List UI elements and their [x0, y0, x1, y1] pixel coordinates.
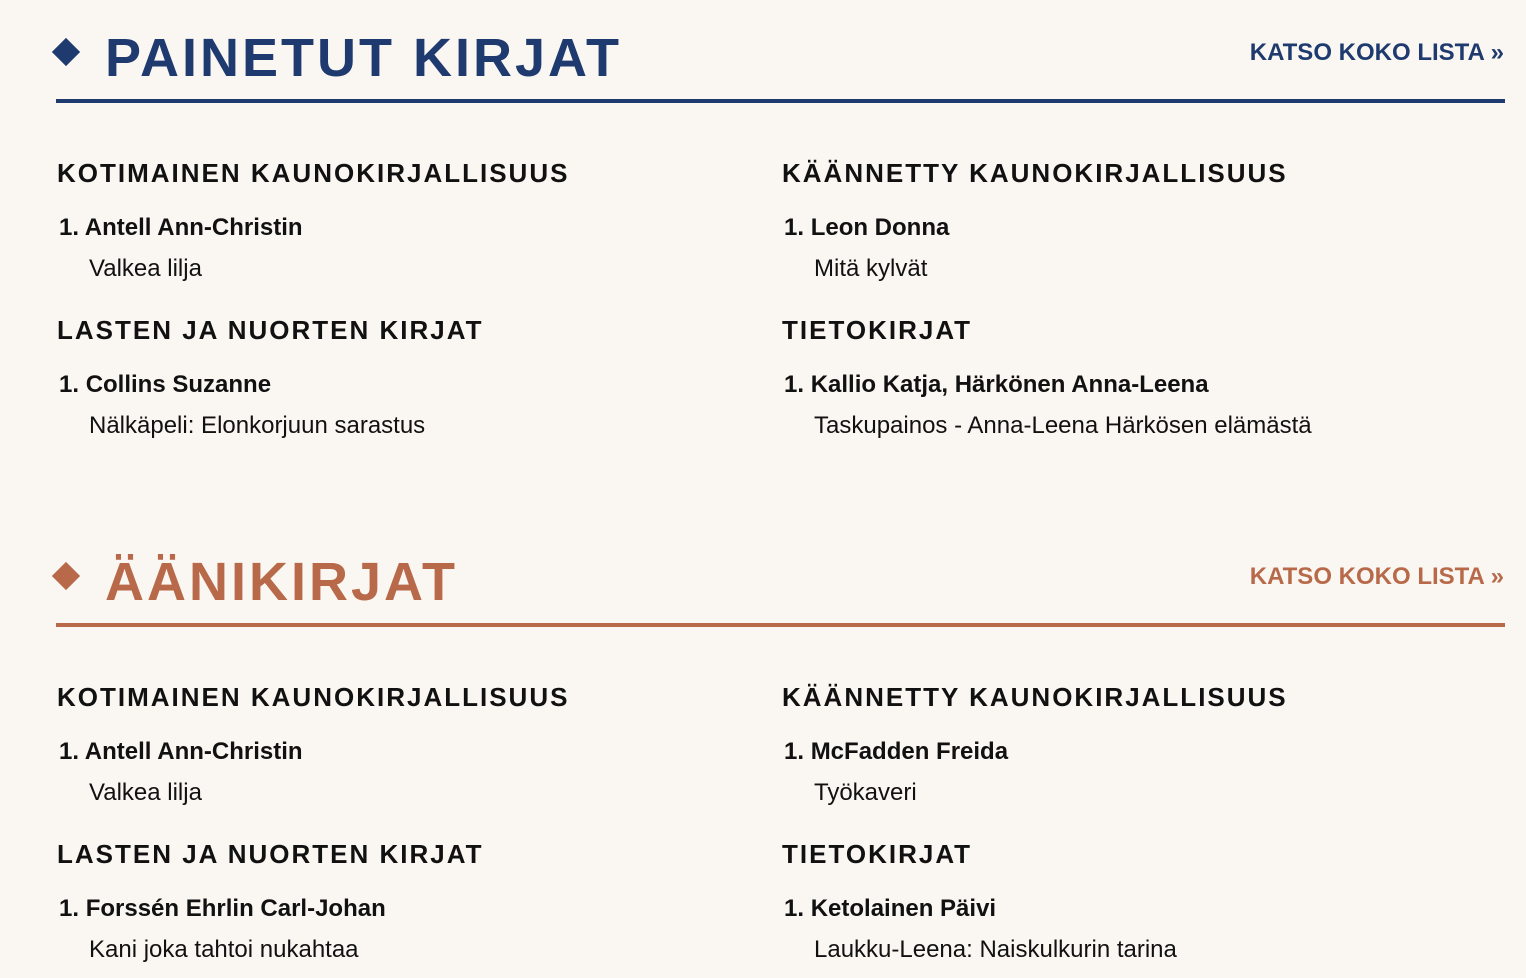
section-title: ÄÄNIKIRJAT — [105, 552, 458, 612]
author-name: Antell Ann-Christin — [84, 738, 303, 765]
audiobooks-section — [0, 524, 1526, 978]
book-title[interactable]: Taskupainos - Anna-Leena Härkösen elämästä — [814, 412, 1312, 439]
book-title[interactable]: Valkea lilja — [89, 779, 202, 806]
author-name: Ketolainen Päivi — [810, 895, 997, 922]
section-title: PAINETUT KIRJAT — [105, 28, 622, 88]
category-title: LASTEN JA NUORTEN KIRJAT — [57, 315, 484, 345]
book-title[interactable]: Laukku-Leena: Naiskulkurin tarina — [814, 936, 1177, 963]
section-divider — [56, 623, 1505, 627]
book-title[interactable]: Kani joka tahtoi nukahtaa — [89, 936, 359, 963]
author-name: Forssén Ehrlin Carl-Johan — [85, 895, 386, 922]
author-name: McFadden Freida — [810, 738, 1009, 765]
list-item-author[interactable] — [784, 737, 1008, 767]
rank-number: 1. — [784, 738, 805, 765]
author-name: Antell Ann-Christin — [84, 214, 303, 241]
see-full-list-link[interactable]: KATSO KOKO LISTA » — [1249, 39, 1504, 66]
book-title[interactable]: Työkaveri — [814, 779, 917, 806]
category-title: LASTEN JA NUORTEN KIRJAT — [57, 839, 484, 869]
rank-number: 1. — [784, 214, 805, 241]
rank-number: 1. — [59, 214, 80, 241]
rank-number: 1. — [59, 895, 80, 922]
list-item-author[interactable] — [59, 737, 303, 767]
section-divider — [56, 99, 1505, 103]
list-item-author[interactable] — [784, 370, 1209, 400]
book-title[interactable]: Mitä kylvät — [814, 255, 928, 282]
category-title: KOTIMAINEN KAUNOKIRJALLISUUS — [57, 158, 570, 188]
category-title: TIETOKIRJAT — [782, 315, 973, 345]
rank-number: 1. — [59, 738, 80, 765]
see-full-list-link[interactable]: KATSO KOKO LISTA » — [1249, 563, 1504, 590]
category-title: KÄÄNNETTY KAUNOKIRJALLISUUS — [782, 682, 1288, 712]
list-item-author[interactable] — [59, 370, 271, 400]
list-item-author[interactable] — [59, 894, 386, 924]
list-item-author[interactable] — [59, 213, 303, 243]
list-item-author[interactable] — [784, 894, 996, 924]
diamond-bullet-icon — [52, 562, 80, 590]
rank-number: 1. — [784, 371, 805, 398]
rank-number: 1. — [59, 371, 80, 398]
book-title[interactable]: Valkea lilja — [89, 255, 202, 282]
author-name: Leon Donna — [810, 214, 950, 241]
diamond-bullet-icon — [52, 38, 80, 66]
author-name: Collins Suzanne — [85, 371, 272, 398]
category-title: KÄÄNNETTY KAUNOKIRJALLISUUS — [782, 158, 1288, 188]
book-title[interactable]: Nälkäpeli: Elonkorjuun sarastus — [89, 412, 426, 439]
list-item-author[interactable] — [784, 213, 949, 243]
category-title: TIETOKIRJAT — [782, 839, 973, 869]
category-title: KOTIMAINEN KAUNOKIRJALLISUUS — [57, 682, 570, 712]
rank-number: 1. — [784, 895, 805, 922]
author-name: Kallio Katja, Härkönen Anna-Leena — [810, 371, 1209, 398]
